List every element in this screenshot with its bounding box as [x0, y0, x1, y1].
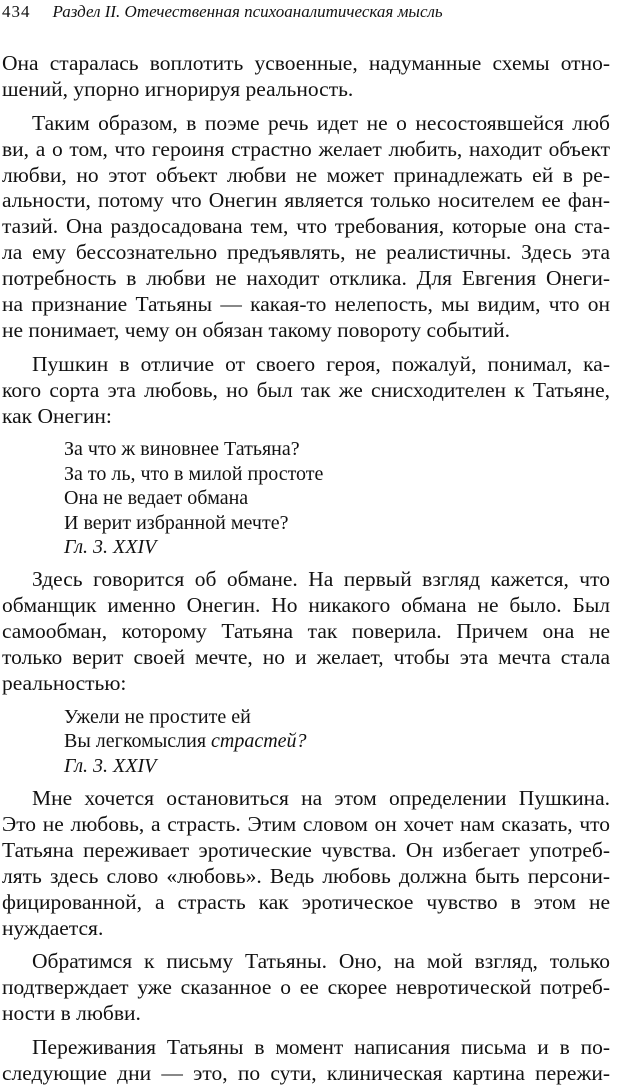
text-line: только верит своей мечте, но и желает, чтобы эта мечта стала: [2, 645, 610, 670]
text-line: Здесь говорится об обмане. На первый взгляд кажется, что: [32, 567, 610, 592]
text-line: потребность в любви не находит отклика. Для Евгения Онеги-: [2, 266, 610, 291]
text-line: Это не любовь, а страсть. Этим словом он хочет нам сказать, что: [2, 811, 610, 836]
verse-line: [64, 729, 610, 753]
verse-quote-2: [2, 705, 610, 778]
verse-line: За то ль, что в милой простоте: [64, 462, 324, 485]
verse-line: И верит избранной мечте?: [64, 511, 289, 534]
verse-text-italic: страстей?: [211, 730, 307, 753]
text-line: Переживания Татьяны в момент написания письма и в по-: [32, 1035, 610, 1060]
text-line: самообман, которому Татьяна так поверила. Причем она не: [2, 619, 610, 644]
text-line: ности в любви.: [2, 1001, 141, 1026]
text-line: подтверждает уже сказанное о ее скорее невротической потреб-: [2, 975, 610, 1000]
text-line: фицированной, а страсть как эротическое чувство в этом не: [2, 889, 610, 914]
paragraph-6: [2, 949, 610, 1027]
text-line: любви, но этот объект любви не может принадлежать ей в ре-: [2, 162, 610, 187]
text-line: реальностью:: [2, 670, 127, 695]
text-line: не понимает, чему он обязан такому повороту событий.: [2, 317, 510, 342]
verse-line: Она не ведает обмана: [64, 487, 249, 510]
paragraph-4: [2, 567, 610, 696]
text-line: Татьяна переживает эротические чувства. Он избегает употреб-: [2, 837, 610, 862]
text-line: кого сорта эта любовь, но был так же снисходителен к Татьяне,: [2, 377, 610, 402]
text-line: нуждается.: [2, 915, 104, 940]
text-line: Мне хочется остановиться на этом определении Пушкина.: [32, 786, 610, 811]
page-number: 434: [2, 2, 31, 21]
paragraph-1: [2, 51, 610, 103]
text-line: ла ему бессознательно предъявлять, не реалистичны. Здесь эта: [2, 240, 610, 265]
running-header: [2, 2, 443, 22]
text-line: Она старалась воплотить усвоенные, надуманные схемы отно-: [2, 51, 610, 75]
verse-line: Ужели не простите ей: [64, 705, 251, 728]
text-line: лять здесь слово «любовь». Ведь любовь должна быть персони-: [2, 863, 610, 888]
body-text: [2, 51, 610, 1087]
text-line: ви, а о том, что героиня страстно желает любить, находит объект: [2, 136, 610, 161]
paragraph-2: [2, 111, 610, 344]
verse-line: За что ж виновнее Татьяна?: [64, 438, 300, 461]
verse-quote-1: [2, 437, 610, 559]
text-line: Обратимся к письму Татьяны. Оно, на мой взгляд, только: [32, 949, 610, 974]
verse-source: Гл. 3. XXIV: [64, 536, 157, 559]
paragraph-7: [2, 1035, 610, 1087]
text-line: шений, упорно игнорируя реальность.: [2, 76, 354, 101]
text-line: Пушкин в отличие от своего героя, пожалуй, понимал, ка-: [32, 351, 610, 376]
text-line: как Онегин:: [2, 403, 112, 428]
paragraph-3: [2, 352, 610, 430]
text-line: на признание Татьяны — какая-то нелепость, мы видим, что он: [2, 292, 610, 317]
text-line: тазий. Она раздосадована тем, что требования, которые она ста-: [2, 214, 610, 239]
text-line: обманщик именно Онегин. Но никакого обмана не было. Был: [2, 593, 610, 618]
verse-text: Вы легкомыслия: [64, 730, 212, 753]
verse-source: Гл. 3. XXIV: [64, 754, 157, 777]
paragraph-5: [2, 786, 610, 941]
text-line: альности, потому что Онегин является только носителем ее фан-: [2, 188, 610, 213]
text-line: Таким образом, в поэме речь идет не о несостоявшейся люб: [32, 110, 610, 135]
running-title: Раздел II. Отечественная психоаналитическая мысль: [52, 2, 443, 21]
text-line: следующие дни — это, по сути, клиническая картина пережи-: [2, 1060, 610, 1085]
